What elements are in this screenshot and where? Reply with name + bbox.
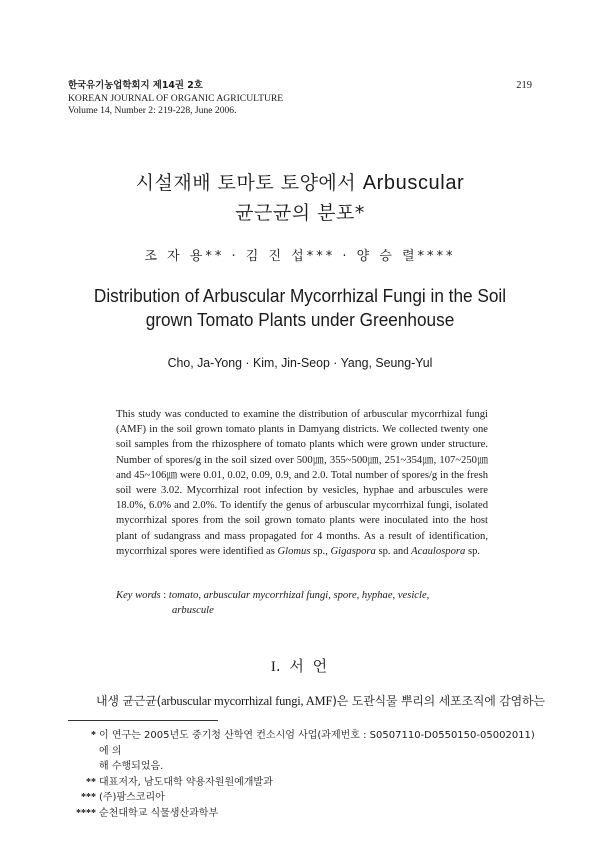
genus-acaulospora: Acaulospora [411,545,466,557]
footnote-author2 [68,790,538,806]
footnote-mark: *** [81,792,96,803]
english-title-line2: grown Tomato Plants under Greenhouse [145,309,455,330]
footnote-mark: ** [86,776,96,788]
footnote-author3 [68,806,538,822]
volume-info: Volume 14, Number 2: 219-228, June 2006. [68,105,237,116]
korean-title-line1-english: Arbuscular [362,172,465,194]
footnote-text: 순천대학교 식물생산과학부 [99,807,219,819]
section-number: I [270,659,276,675]
english-title-line1: Distribution of Arbuscular Mycorrhizal Fungi in the Soil [93,285,507,306]
abstract-sep-1: sp., [310,545,331,557]
footnote-text: 이 연구는 2005년도 중기청 산학연 컨소시엄 사업(과제번호 : S0507110-D0550150-05002011)에 의 [99,730,535,757]
korean-title-line1-korean: 시설재배 토마토 토양에서 [135,172,357,194]
korean-authors: 조 자 용** · 김 진 섭*** · 양 승 렬**** [144,249,456,264]
korean-title-line2: 균근균의 분포* [235,202,365,224]
footnote-mark: * [91,730,96,741]
keywords-terms: tomato, arbuscular mycorrhizal fungi, spore, hyphae, vesicle, [168,590,430,601]
korean-title [0,168,600,228]
footnote-mark: **** [76,807,96,819]
keywords-terms-continued: arbuscule [172,605,214,617]
genus-glomus: Glomus [277,545,311,557]
journal-name-korean: 한국유기농업학회지 제14권 2호 [68,80,203,91]
keywords-label: Key words [116,590,161,601]
korean-title-line1 [0,168,600,198]
body-text-post: )은 도관식물 뿌리의 세포조직에 감염하는 [332,694,545,708]
footnote-text: 대표저자, 남도대학 약용자원원예개발과 [99,776,273,788]
body-text-english: arbuscular mycorrhizal fungi, AMF [161,694,333,708]
abstract-text: This study was conducted to examine the distribution of arbuscular mycorrhizal fungi (AMF) in the soil grown tomato plants in Damyang districts. We collected twenty one soil samples from the rhizosphere of tomato plants which were grown under structure. Number of spores/g in the soil sized over 500㎛, 355~500㎛, 251~354㎛, 107~250㎛ and 45~106㎛ were 0.01, 0.02, 0.09, 0.9, and 2.0. Total number of spores/g in the fresh soil were 3.02. Mycorrhizal root infection by vesicles, hyphae and arbuscules were 18.0%, 6.0% and 2.0%. To identify the genus of arbuscular mycorrhizal fungi, isolated mycorrhizal spores from the soil grown tomato plants were inoculated into the host plant of sudangrass and mass propagated for 4 months. As a result of identification, mycorrhizal spores were identified as [116,409,488,557]
footnote-author1 [68,775,538,791]
page-number: 219 [516,80,532,91]
footnote-text: (주)팜스코리아 [99,792,165,803]
body-text [96,693,545,709]
abstract-sep-2: sp. and [375,545,412,557]
english-authors: Cho, Ja-Yong · Kim, Jin-Seop · Yang, Seung-Yul [167,355,433,370]
keywords [116,588,488,618]
genus-gigaspora: Gigaspora [330,545,376,557]
footnotes [68,728,538,821]
journal-name-english: KOREAN JOURNAL OF ORGANIC AGRICULTURE [68,92,284,104]
abstract-sep-3: sp. [465,545,481,557]
keywords-separator: : [160,590,169,601]
footnote-funding [68,728,538,759]
keywords-line1 [116,588,488,603]
body-text-pre: 내생 균근균( [96,694,162,708]
footnote-text-continued: 해 수행되었음. [99,761,164,772]
section-title: . 서 언 [275,657,330,675]
english-title [21,284,579,332]
section-heading [0,655,600,676]
journal-header [68,80,283,118]
footnote-divider [68,720,218,721]
abstract [116,407,488,559]
